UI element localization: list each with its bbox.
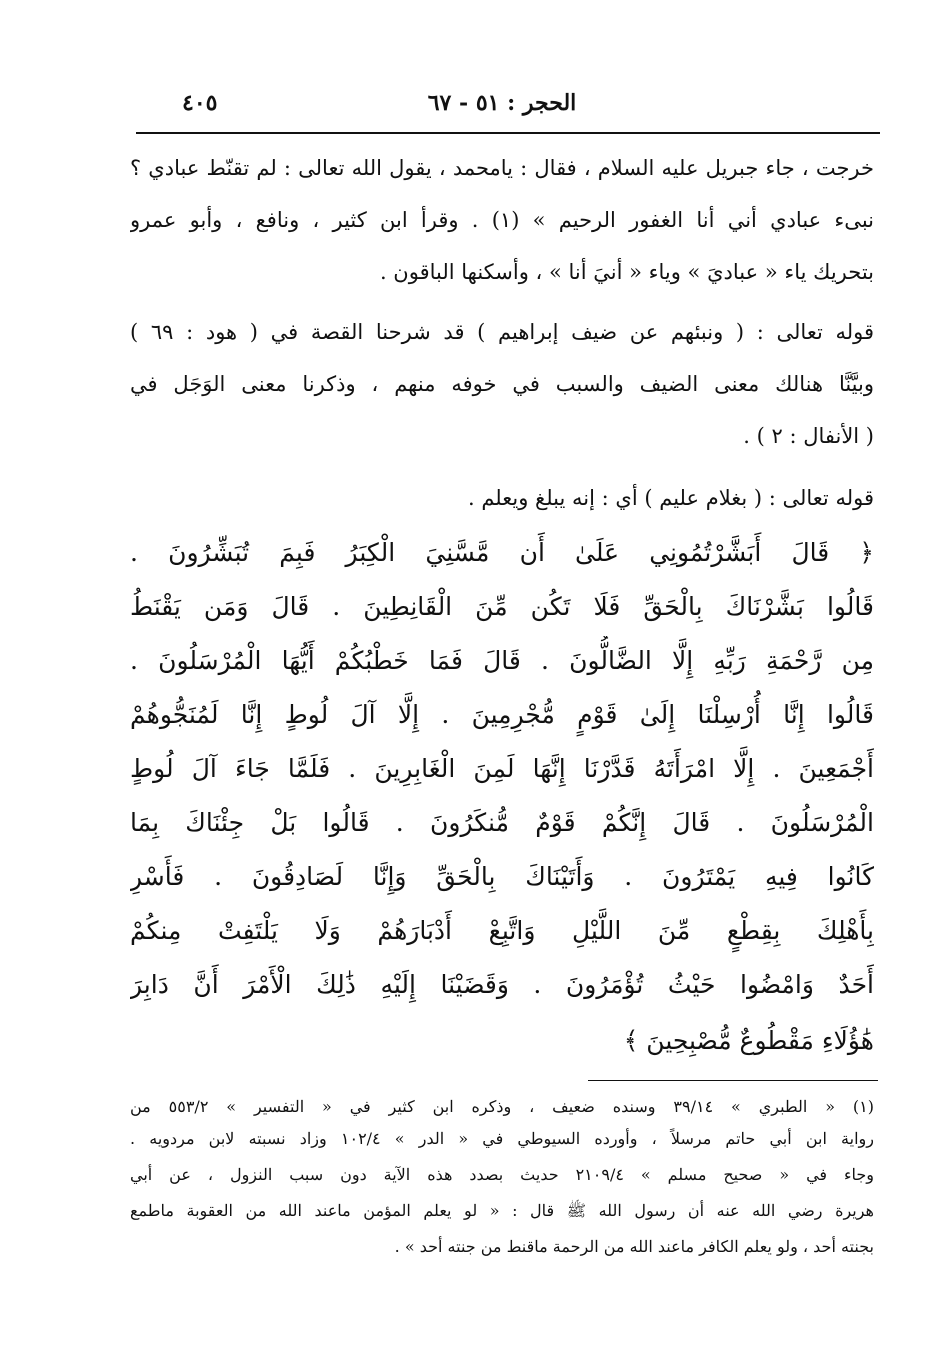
quran-line: ﴿ قَالَ أَبَشَّرْتُمُونِي عَلَىٰ أَن مَّسَّنِيَ الْكِبَرُ فَبِمَ تُبَشِّرُونَ . [130,538,874,567]
running-title: الحجر : ٥١ - ٦٧ [427,90,577,116]
footnote-line: (١) « الطبري » ٣٩/١٤ وسنده ضعيف ، وذكره ابن كثير في « التفسير » ٥٥٣/٢ من [130,1097,874,1116]
quran-line: قَالُوا بَشَّرْنَاكَ بِالْحَقِّ فَلَا تَكُن مِّنَ الْقَانِطِينَ . قَالَ وَمَن يَقْنَطُ [130,592,874,621]
footnote-rule [588,1080,878,1081]
page-header [130,88,874,124]
footnote-line: هريرة رضي الله عنه أن رسول الله ﷺ قال : « لو يعلم المؤمن ماعند الله من العقوبة ماطمع [130,1201,874,1220]
body-line: نبىء عبادي أني أنا الغفور الرحيم » (١) . وقرأ ابن كثير ، ونافع ، وأبو عمرو [130,208,874,232]
quran-line: كَانُوا فِيهِ يَمْتَرُونَ . وَأَتَيْنَاكَ بِالْحَقِّ وَإِنَّا لَصَادِقُونَ . فَأَسْرِ [130,862,874,891]
body-line: قوله تعالى : ( ونبئهم عن ضيف إبراهيم ) قد شرحنا القصة في ( هود : ٦٩ ) [130,320,874,344]
body-line: قوله تعالى : ( بغلام عليم ) أي : إنه يبلغ ويعلم . [467,486,874,510]
body-line: وبيَّنَّا هنالك معنى الضيف والسبب في خوفه منهم ، وذكرنا معنى الوَجَل في [130,372,874,396]
body-line: بتحريك ياء « عباديَ » وياء « أنيَ أنا » ، وأسكنها الباقون . [379,260,874,284]
page-number: ٤٠٥ [182,90,218,116]
footnote-line: بجنته أحد ، ولو يعلم الكافر ماعند الله من الرحمة ماقنط من جنته أحد » . [394,1237,874,1256]
body-line: ( الأنفال : ٢ ) . [743,424,874,448]
footnote-line: رواية ابن أبي حاتم مرسلاً ، وأورده السيوطي في « الدر » ١٠٢/٤ وزاد نسبته لابن مردويه . [130,1129,874,1148]
footnote-line: وجاء في « صحيح مسلم » ٢١٠٩/٤ حديث بصدد هذه الآية دون سبب النزول ، عن أبي [130,1165,874,1184]
quran-line: أَحَدٌ وَامْضُوا حَيْثُ تُؤْمَرُونَ . وَقَضَيْنَا إِلَيْهِ ذَٰلِكَ الْأَمْرَ أَنَّ دَابِرَ [130,970,874,999]
quran-line: الْمُرْسَلُونَ . قَالَ إِنَّكُمْ قَوْمٌ مُّنكَرُونَ . قَالُوا بَلْ جِئْنَاكَ بِمَا [130,808,874,837]
quran-line: مِن رَّحْمَةِ رَبِّهِ إِلَّا الضَّالُّونَ . قَالَ فَمَا خَطْبُكُمْ أَيُّهَا الْمُرْسَلُونَ . [130,646,874,675]
quran-line: بِأَهْلِكَ بِقِطْعٍ مِّنَ اللَّيْلِ وَاتَّبِعْ أَدْبَارَهُمْ وَلَا يَلْتَفِتْ مِنكُمْ [130,916,874,945]
quran-line: قَالُوا إِنَّا أُرْسِلْنَا إِلَىٰ قَوْمٍ مُّجْرِمِينَ . إِلَّا آلَ لُوطٍ إِنَّا لَمُنَجُّوهُمْ [130,700,874,729]
body-line: خرجت ، جاء جبريل عليه السلام ، فقال : يامحمد ، يقول الله تعالى : لم تقنّط عبادي ؟ [130,156,874,180]
quran-line: أَجْمَعِينَ . إِلَّا امْرَأَتَهُ قَدَّرْنَا إِنَّهَا لَمِنَ الْغَابِرِينَ . فَلَمَّا جَاءَ آلَ لُوطٍ [130,754,874,783]
header-rule [136,132,880,134]
quran-line: هَٰؤُلَاءِ مَقْطُوعٌ مُّصْبِحِينَ ﴾ [623,1026,874,1055]
